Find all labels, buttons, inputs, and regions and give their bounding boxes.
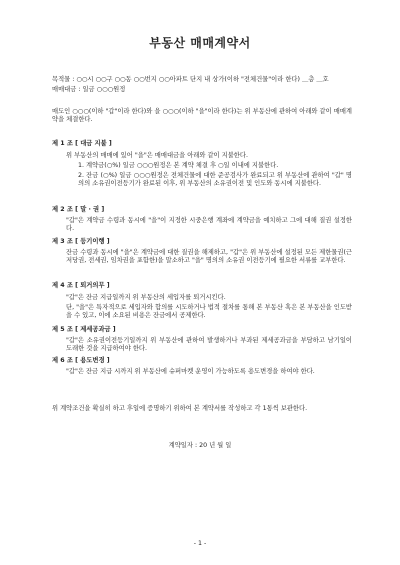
page-number: - 1 - bbox=[193, 540, 207, 547]
article-1-body: 위 부동산의 매매에 있어 "을"은 매매대금을 아래와 같이 지불한다. bbox=[66, 152, 248, 159]
property-location: 목적물 : ○○시 ○○구 ○○동 ○○번지 ○○아파트 단지 내 상가(이하 "전체건물"이라 한다) ＿층 ＿호 bbox=[52, 76, 329, 83]
article-4-item-1: 단, "을"은 특자적으로 세입자와 합의를 시도하거나 법적 절차를 통해 본 부동산 혹은 본 부동산을 인도받을 수 있고, 이에 소요된 비용은 잔금에서 공제한다. bbox=[66, 304, 352, 319]
closing-statement: 위 계약조건을 확실히 하고 후일에 증명하기 위하여 본 계약서를 작성하고 각 1통씩 보관한다. bbox=[52, 405, 308, 412]
article-6-body: "갑"은 잔금 지급 시까지 위 부동산에 슈퍼마켓 운영이 가능하도록 용도변경을 하여야 한다. bbox=[66, 368, 315, 375]
document-title: 부동산 매매계약서 bbox=[149, 36, 251, 50]
article-1-heading: 제 1 조 [ 대금 지불 ] bbox=[52, 140, 112, 147]
article-4-heading: 제 4 조 [ 퇴거의무 ] bbox=[52, 282, 110, 289]
article-1-item-2: 2. 잔금 (○%) 일금 ○○○원정은 전체건물에 대한 준공검사가 완료되고 위 부동산에 관하여 "갑" 명의의 소유권이전등기가 완료된 이후, 위 부동산의 소유권이전 및 인도와 동시에 지불한다. bbox=[78, 172, 352, 187]
article-2-heading: 제 2 조 [ 말 · 권 ] bbox=[52, 206, 105, 213]
article-2-body: "갑"은 계약금 수령과 동시에 "을"이 지정한 시중은행 계좌에 계약금을 예치하고 그에 대해 질권 설정한다. bbox=[66, 217, 352, 232]
article-3-body: 잔금 수령과 동시에 "을"은 계약금에 대한 질권을 해제하고, "갑"은 위 부동산에 설정된 모든 제한물권(근저당권, 전세권, 임차권을 포함한)을 말소하고 "을" 명의의 소유권 이전등기에 필요한 서류를 교부한다. bbox=[66, 249, 352, 264]
contract-date-line: 계약일자 : 20 년 월 일 bbox=[168, 442, 232, 449]
article-6-heading: 제 6 조 [ 용도변경 ] bbox=[52, 357, 110, 364]
intro-paragraph: 매도인 ○○○(이하 "갑"이라 한다)와 을 ○○○(이하 "을"이라 한다)는 위 부동산에 관하여 아래와 같이 매매계약을 체결한다. bbox=[52, 108, 352, 123]
article-5-heading: 제 5 조 [ 제세공과금 ] bbox=[52, 326, 116, 333]
article-4-body: "갑"은 잔금 지급일까지 위 부동산의 세입자를 퇴거시킨다. bbox=[66, 294, 226, 301]
article-5-body: "갑"은 소유권이전등기일까지 위 부동산에 관하여 발생하거나 부과된 제세공과금을 부담하고 남기일이 도래한 것을 지급하여야 한다. bbox=[66, 337, 352, 352]
article-1-item-1: 1. 계약금(○%) 일금 ○○○원정은 본 계약 체결 후 ○일 이내에 지불한다. bbox=[78, 162, 279, 169]
article-3-heading: 제 3 조 [ 등기이행 ] bbox=[52, 238, 110, 245]
sale-price: 매매대금 : 일금 ○○○원정 bbox=[52, 86, 126, 93]
